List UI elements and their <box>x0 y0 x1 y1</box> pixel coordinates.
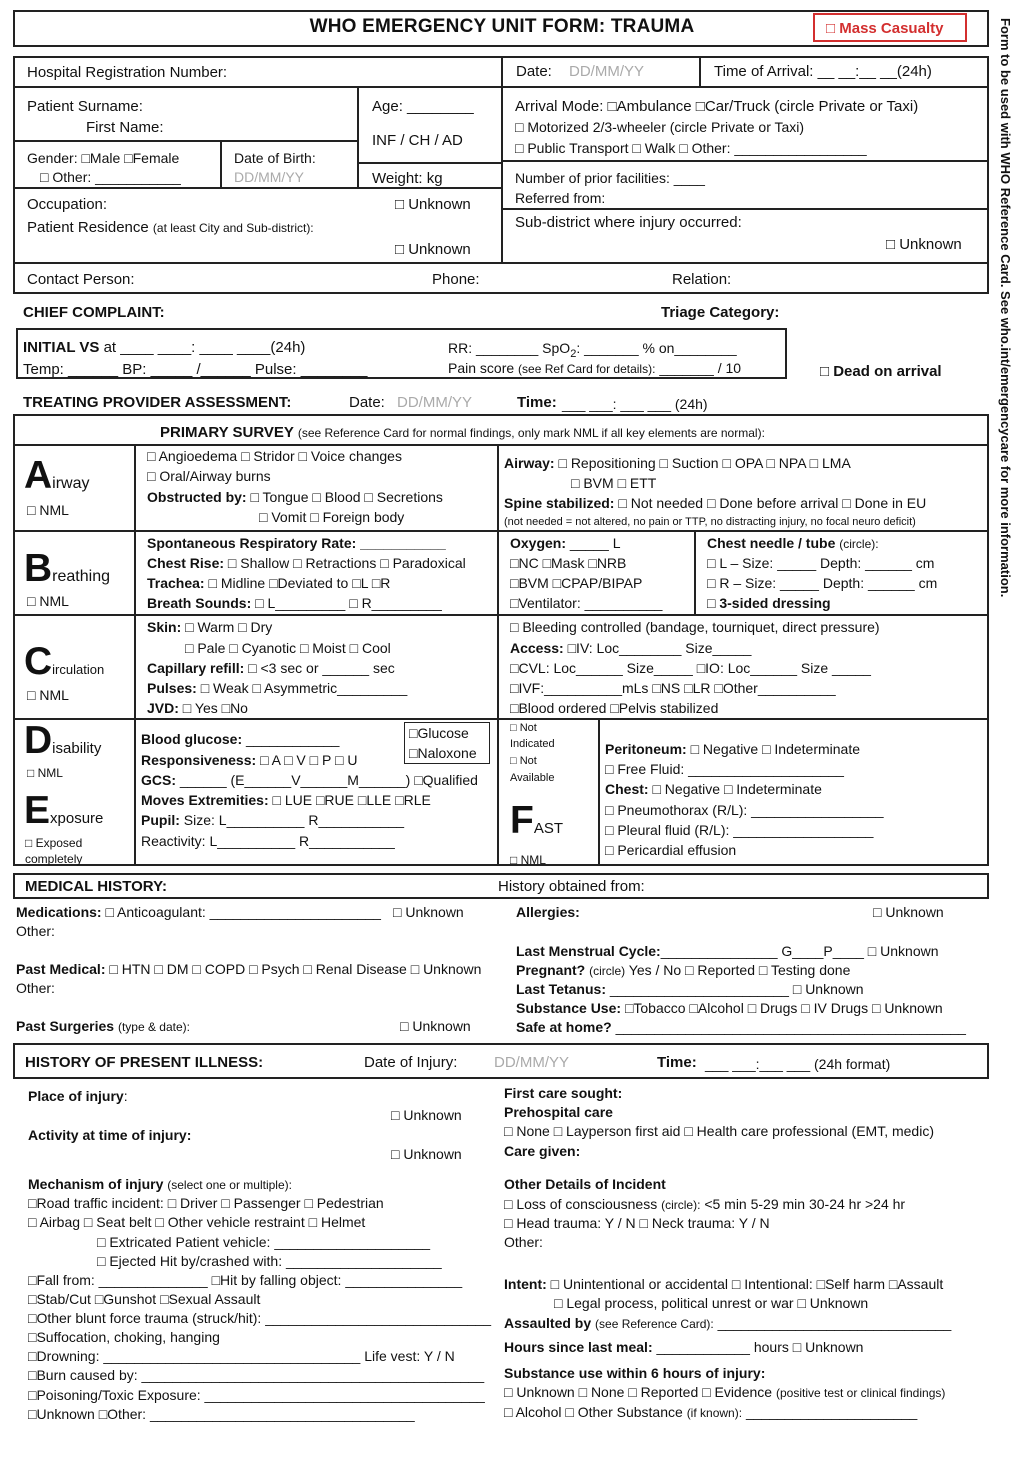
fast-available-text: Available <box>510 772 555 784</box>
mass-casualty-checkbox[interactable]: □ Mass Casualty <box>826 20 944 37</box>
dob-placeholder[interactable]: DD/MM/YY <box>234 169 304 185</box>
loss-of-consciousness[interactable]: □ Loss of consciousness (circle): <5 min 5-29 min 30-24 hr >24 hr <box>504 1196 906 1212</box>
airway-line2[interactable]: □ Oral/Airway burns <box>147 468 271 484</box>
glucose-checkbox[interactable]: □Glucose <box>409 725 469 741</box>
rr-spo2-fields[interactable]: RR: ________ SpO$_2$: _______ % on________ <box>448 340 737 360</box>
safe-at-home[interactable]: Safe at home? _____________________________________________ <box>516 1019 966 1035</box>
prior-facilities-field[interactable]: Number of prior facilities: ____ <box>515 170 705 186</box>
disability-letter: Disability <box>24 719 102 762</box>
date-of-injury-placeholder[interactable]: DD/MM/YY <box>494 1054 569 1071</box>
subdistrict-unknown-checkbox[interactable]: □ Unknown <box>886 236 962 253</box>
blood-glucose[interactable]: Blood glucose: ____________ <box>141 731 340 747</box>
pupil-size[interactable]: Pupil: Size: L__________ R___________ <box>141 812 405 828</box>
oxygen-field[interactable]: Oxygen: _____ L <box>510 535 621 551</box>
medications-unknown[interactable]: □ Unknown <box>393 904 464 920</box>
mech-burn[interactable]: □Burn caused by: ____________________________________________ <box>28 1367 485 1383</box>
mech-restraints[interactable]: □ Airbag □ Seat belt □ Other vehicle restraint □ Helmet <box>28 1214 366 1230</box>
last-menstrual-cycle[interactable]: Last Menstrual Cycle:_______________ G____P____ □ Unknown <box>516 943 939 959</box>
pleural-fluid[interactable]: □ Pleural fluid (R/L): __________________ <box>605 822 874 838</box>
mech-road-traffic[interactable]: □Road traffic incident: □ Driver □ Passenger □ Pedestrian <box>28 1195 384 1211</box>
moves-extremities[interactable]: Moves Extremities: □ LUE □RUE □LLE □RLE <box>141 792 431 808</box>
fast-not-available[interactable]: □ Not <box>510 755 537 767</box>
pulses-field[interactable]: Pulses: □ Weak □ Asymmetric_________ <box>147 680 408 696</box>
date-placeholder[interactable]: DD/MM/YY <box>569 63 644 80</box>
exposed-completely: completely <box>25 852 83 866</box>
arrival-time-field[interactable]: Time of Arrival: __ __:__ __(24h) <box>714 63 932 80</box>
ventilator-field[interactable]: □Ventilator: __________ <box>510 595 663 611</box>
airway-bvm-ett[interactable]: □ BVM □ ETT <box>571 475 657 491</box>
fast-indicated-text: Indicated <box>510 738 555 750</box>
phone-label: Phone: <box>432 271 480 288</box>
oxygen-devices-2[interactable]: □BVM □CPAP/BIPAP <box>510 575 643 591</box>
arrival-mode-line2[interactable]: □ Motorized 2/3-wheeler (circle Private or Taxi) <box>515 119 805 135</box>
mech-poisoning[interactable]: □Poisoning/Toxic Exposure: ____________________________________ <box>28 1387 485 1403</box>
residence-unknown-checkbox[interactable]: □ Unknown <box>395 241 471 258</box>
disability-nml-checkbox[interactable]: □ NML <box>27 766 63 780</box>
injury-time-field[interactable]: ___ ___:___ ___ (24h format) <box>705 1056 891 1072</box>
surname-label: Patient Surname: <box>27 98 143 115</box>
arrival-mode-line3[interactable]: □ Public Transport □ Walk □ Other: _________________ <box>515 140 867 156</box>
temp-bp-pulse-fields[interactable]: Temp: ______ BP: _____ /______ Pulse: ________ <box>23 361 368 378</box>
hours-since-meal[interactable]: Hours since last meal: ____________ hours □ Unknown <box>504 1339 864 1355</box>
substance-6h-options[interactable]: □ Unknown □ None □ Reported □ Evidence (positive test or clinical findings) <box>504 1384 946 1400</box>
dob-label: Date of Birth: <box>234 150 316 166</box>
assaulted-by[interactable]: Assaulted by (see Reference Card): ______________________________ <box>504 1315 952 1331</box>
gender-field[interactable]: Gender: □Male □Female <box>27 150 180 166</box>
trachea[interactable]: Trachea: □ Midline □Deviated to □L □R <box>147 575 391 591</box>
bleeding-controlled[interactable]: □ Bleeding controlled (bandage, tourniquet, direct pressure) <box>510 619 880 635</box>
jvd-field[interactable]: JVD: □ Yes □No <box>147 700 248 716</box>
referred-from-label: Referred from: <box>515 190 606 206</box>
treating-date-label: Date: <box>349 394 385 411</box>
spine-stabilized[interactable]: Spine stabilized: □ Not needed □ Done before arrival □ Done in EU <box>504 495 927 511</box>
spine-note: (not needed = not altered, no pain or TTP, no distracting injury, no focal neuro deficit) <box>504 516 916 528</box>
three-sided-dressing[interactable]: □ 3-sided dressing <box>707 595 831 611</box>
fast-letter: FAST <box>510 799 564 842</box>
occupation-label: Occupation: <box>27 196 108 213</box>
pericardial-effusion[interactable]: □ Pericardial effusion <box>605 842 737 858</box>
mech-fall[interactable]: □Fall from: ______________ □Hit by falling object: _______________ <box>28 1272 463 1288</box>
mech-stab-gunshot[interactable]: □Stab/Cut □Gunshot □Sexual Assault <box>28 1291 261 1307</box>
relation-label: Relation: <box>672 271 732 288</box>
activity-label: Activity at time of injury: <box>28 1127 192 1143</box>
pregnant-field[interactable]: Pregnant? (circle) Yes / No □ Reported □ Testing done <box>516 962 851 978</box>
initial-vs-time: INITIAL VS at ____ ____: ____ ____(24h) <box>23 339 306 356</box>
date-of-injury-label: Date of Injury: <box>364 1054 458 1071</box>
gender-other-field[interactable]: □ Other: ___________ <box>40 169 181 185</box>
airway-line4[interactable]: □ Vomit □ Foreign body <box>259 509 405 525</box>
treating-date-placeholder[interactable]: DD/MM/YY <box>397 394 472 411</box>
allergies-unknown[interactable]: □ Unknown <box>873 904 944 920</box>
past-medical[interactable]: Past Medical: □ HTN □ DM □ COPD □ Psych □ Renal Disease □ Unknown <box>16 961 482 977</box>
substance-6h-label: Substance use within 6 hours of injury: <box>504 1365 766 1381</box>
treating-assessment-label: TREATING PROVIDER ASSESSMENT: <box>23 394 292 411</box>
age-category[interactable]: INF / CH / AD <box>372 132 463 149</box>
blood-pelvis[interactable]: □Blood ordered □Pelvis stabilized <box>510 700 719 716</box>
airway-nml-checkbox[interactable]: □ NML <box>27 502 69 518</box>
mech-suffocation[interactable]: □Suffocation, choking, hanging <box>28 1329 220 1345</box>
chest-left[interactable]: □ L – Size: _____ Depth: ______ cm <box>707 555 935 571</box>
airway-obstructed[interactable]: Obstructed by: □ Tongue □ Blood □ Secretions <box>147 489 443 505</box>
access-iv[interactable]: Access: □IV: Loc________ Size_____ <box>510 640 752 656</box>
date-label: Date: <box>516 63 552 80</box>
gcs-field[interactable]: GCS: ______ (E______V______M______) □Qualified <box>141 772 478 788</box>
mechanism-label: Mechanism of injury (select one or multiple): <box>28 1176 292 1192</box>
circulation-nml-checkbox[interactable]: □ NML <box>27 687 69 703</box>
triage-category-label: Triage Category: <box>661 304 780 321</box>
exposure-letter: Exposure <box>24 789 104 832</box>
injury-time-label: Time: <box>657 1054 697 1071</box>
form-title: WHO EMERGENCY UNIT FORM: TRAUMA <box>309 16 695 37</box>
side-note: Form to be used with WHO Reference Card. See who.int/emergencycare for more information. <box>998 18 1013 598</box>
medications-other: Other: <box>16 923 55 939</box>
medical-history-label: MEDICAL HISTORY: <box>25 878 167 895</box>
chief-complaint-label: CHIEF COMPLAINT: <box>23 304 165 321</box>
first-name-label: First Name: <box>86 119 164 136</box>
head-neck-trauma[interactable]: □ Head trauma: Y / N □ Neck trauma: Y / N <box>504 1215 770 1231</box>
weight-field[interactable]: Weight: kg <box>372 170 443 187</box>
exposed-checkbox[interactable]: □ Exposed <box>25 836 83 850</box>
medications-field[interactable]: Medications: □ Anticoagulant: ______________________ <box>16 904 381 920</box>
airway-line1[interactable]: □ Angioedema □ Stridor □ Voice changes <box>147 448 402 464</box>
first-care-label: First care sought: <box>504 1085 623 1101</box>
place-of-injury: Place of injury: <box>28 1088 128 1104</box>
airway-letter: Airway <box>24 454 90 497</box>
treating-time-label: Time: <box>517 394 557 411</box>
pain-score-field[interactable]: Pain score (see Ref Card for details): _______ / 10 <box>448 360 742 376</box>
access-cvl-io[interactable]: □CVL: Loc______ Size_____ □IO: Loc______ Size _____ <box>510 660 871 676</box>
activity-unknown[interactable]: □ Unknown <box>391 1146 462 1162</box>
subdistrict-label: Sub-district where injury occurred: <box>515 214 742 231</box>
cap-refill[interactable]: Capillary refill: □ <3 sec or ______ sec <box>147 660 395 676</box>
treating-time-field[interactable]: ___ ___: ___ ___ (24h) <box>562 396 708 412</box>
circulation-letter: Circulation <box>24 640 105 683</box>
naloxone-checkbox[interactable]: □Naloxone <box>409 745 477 761</box>
breath-sounds[interactable]: Breath Sounds: □ L_________ □ R_________ <box>147 595 442 611</box>
other-details-other: Other: <box>504 1234 543 1250</box>
past-surgeries-unknown[interactable]: □ Unknown <box>400 1018 471 1034</box>
intent-line2[interactable]: □ Legal process, political unrest or war □ Unknown <box>554 1295 869 1311</box>
skin-field[interactable]: Skin: □ Warm □ Dry <box>147 619 273 635</box>
care-given-label: Care given: <box>504 1143 581 1159</box>
peritoneum[interactable]: Peritoneum: □ Negative □ Indeterminate <box>605 741 861 757</box>
oxygen-devices-1[interactable]: □NC □Mask □NRB <box>510 555 627 571</box>
substance-use[interactable]: Substance Use: □Tobacco □Alcohol □ Drugs □ IV Drugs □ Unknown <box>516 1000 943 1016</box>
mech-drowning[interactable]: □Drowning: _________________________________ Life vest: Y / N <box>28 1348 455 1364</box>
mech-ejected[interactable]: □ Ejected Hit by/crashed with: ____________________ <box>97 1253 442 1269</box>
past-surgeries[interactable]: Past Surgeries (type & date): <box>16 1018 190 1034</box>
fast-nml-checkbox[interactable]: □ NML <box>510 853 546 867</box>
place-unknown[interactable]: □ Unknown <box>391 1107 462 1123</box>
fast-not-indicated[interactable]: □ Not <box>510 722 537 734</box>
other-details-label: Other Details of Incident <box>504 1176 666 1192</box>
mech-extricated[interactable]: □ Extricated Patient vehicle: ____________________ <box>97 1234 431 1250</box>
skin-line2[interactable]: □ Pale □ Cyanotic □ Moist □ Cool <box>185 640 391 656</box>
history-obtained-label: History obtained from: <box>498 878 645 895</box>
mech-unknown-other[interactable]: □Unknown □Other: __________________________________ <box>28 1406 415 1422</box>
chest-fast[interactable]: Chest: □ Negative □ Indeterminate <box>605 781 822 797</box>
substance-6h-alcohol[interactable]: □ Alcohol □ Other Substance (if known): ______________________ <box>504 1404 918 1420</box>
occupation-unknown-checkbox[interactable]: □ Unknown <box>395 196 471 213</box>
free-fluid[interactable]: □ Free Fluid: ____________________ <box>605 761 844 777</box>
last-tetanus[interactable]: Last Tetanus: _______________________ □ Unknown <box>516 981 864 997</box>
hpi-label: HISTORY OF PRESENT ILLNESS: <box>25 1054 264 1071</box>
primary-survey-title: PRIMARY SURVEY (see Reference Card for normal findings, only mark NML if all key elements are normal): <box>160 424 765 441</box>
chest-rise[interactable]: Chest Rise: □ Shallow □ Retractions □ Paradoxical <box>147 555 466 571</box>
breathing-letter: Breathing <box>24 547 110 590</box>
prehospital-options[interactable]: □ None □ Layperson first aid □ Health care professional (EMT, medic) <box>504 1123 934 1139</box>
prehospital-label: Prehospital care <box>504 1104 613 1120</box>
residence-label: Patient Residence (at least City and Sub-district): <box>27 219 314 236</box>
airway-interventions[interactable]: Airway: □ Repositioning □ Suction □ OPA □ NPA □ LMA <box>504 455 851 471</box>
arrival-mode-line1[interactable]: Arrival Mode: □Ambulance □Car/Truck (circle Private or Taxi) <box>515 98 919 115</box>
chest-needle-label: Chest needle / tube (circle): <box>707 535 879 551</box>
pneumothorax[interactable]: □ Pneumothorax (R/L): _________________ <box>605 802 884 818</box>
resp-rate-field[interactable]: Spontaneous Respiratory Rate: ___________ <box>147 535 446 551</box>
past-medical-other: Other: <box>16 980 55 996</box>
age-field[interactable]: Age: ________ <box>372 98 474 115</box>
intent-field[interactable]: Intent: □ Unintentional or accidental □ Intentional: □Self harm □Assault <box>504 1276 944 1292</box>
mech-blunt[interactable]: □Other blunt force trauma (struck/hit): _____________________________ <box>28 1310 491 1326</box>
ivf-field[interactable]: □IVF:__________mLs □NS □LR □Other__________ <box>510 680 836 696</box>
responsiveness[interactable]: Responsiveness: □ A □ V □ P □ U <box>141 752 358 768</box>
hospital-registration-label: Hospital Registration Number: <box>27 64 228 81</box>
contact-person-label: Contact Person: <box>27 271 135 288</box>
pupil-reactivity[interactable]: Reactivity: L__________ R___________ <box>141 833 395 849</box>
breathing-nml-checkbox[interactable]: □ NML <box>27 593 69 609</box>
allergies-label: Allergies: <box>516 904 580 920</box>
chest-right[interactable]: □ R – Size: _____ Depth: ______ cm <box>707 575 938 591</box>
dead-on-arrival-checkbox[interactable]: □ Dead on arrival <box>820 363 942 380</box>
